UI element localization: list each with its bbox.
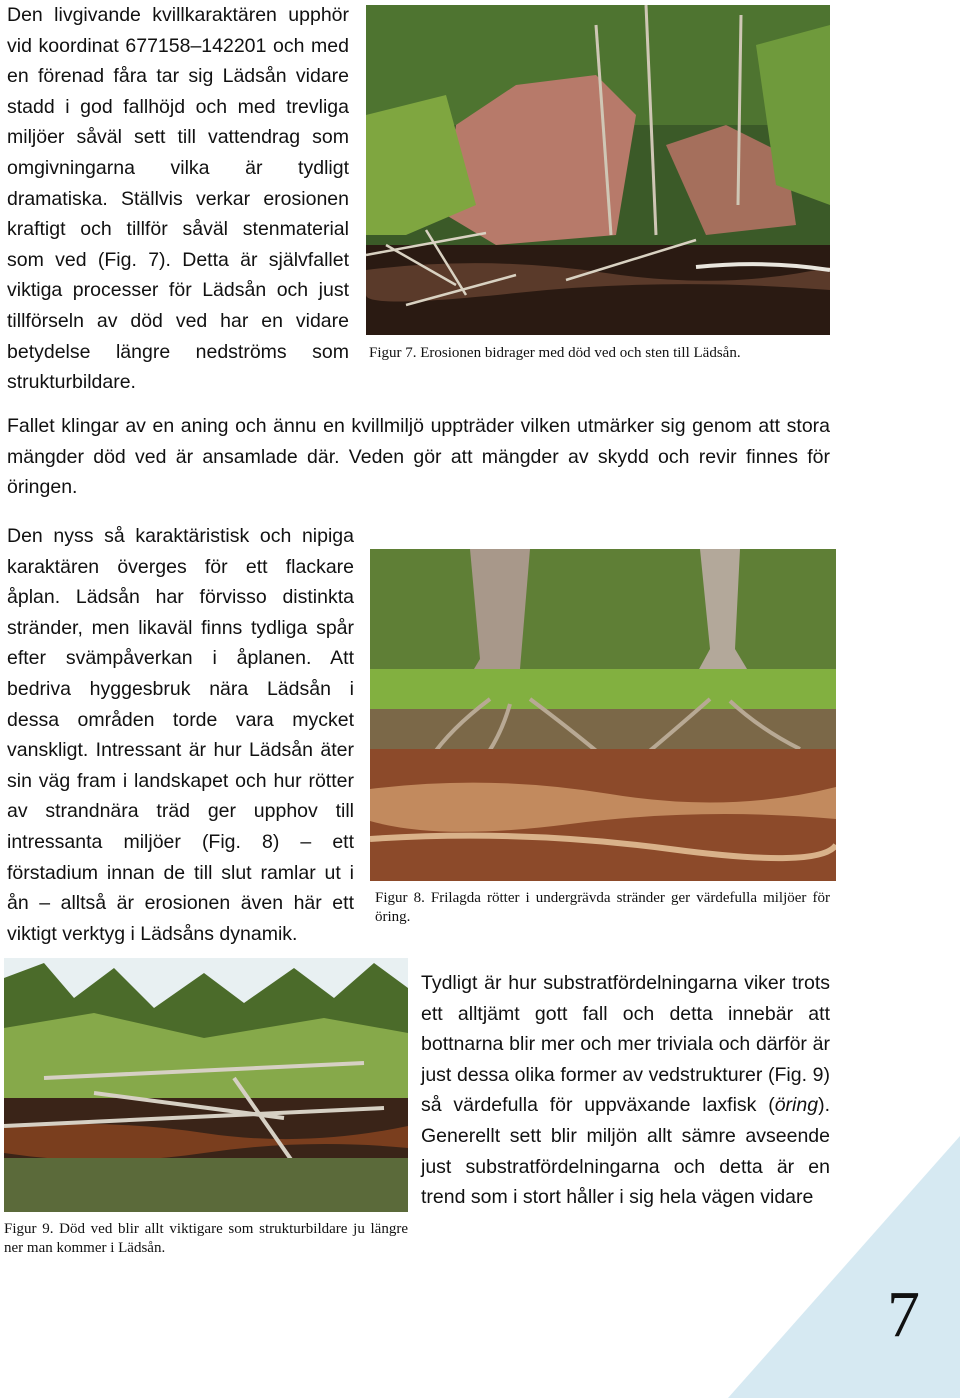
paragraph-substrat-italic: öring (774, 1094, 819, 1117)
paragraph-aplan: Den nyss så karaktäristisk och nipiga karaktären överges för ett flackare åplan. Lädsån har förvisso distinkta stränder, men likaväl finns tydliga spår efter svämpåverkan i åplanen. Att bedriva hyggesbruk nära Lädsån i dessa områden torde vara mycket vanskligt. Intressant är hur Lädsån äter sin väg fram i landskapet och hur rötter av strandnära träd ger upphov till intressanta miljöer (Fig. 8) – ett förstadium innan de till slut ramlar ut i ån – alltså är erosionen även här ett viktigt verktyg i Lädsåns dynamik. (7, 525, 354, 945)
paragraph-erosion: Den livgivande kvillkaraktären upphör vid koordinat 677158–142201 och med en förenad fåra tar sig Lädsån vidare stadd i god fallhöjd och med trevliga miljöer såväl sett till vattendrag som omgivningarna vilka är tydligt dramatiska. Ställvis verkar erosionen kraftigt och tillför såväl stenmaterial som ved (Fig. 7). Detta är självfallet viktiga processer för Lädsån och just tillförseln av död ved har en vidare betydelse längre nedströms som strukturbildare. (7, 4, 349, 394)
paragraph-substrat-part-1: Tydligt är hur substratfördelningarna viker trots ett alltjämt gott fall och detta innebär att bottnarna blir mer och mer triviala och därför är just dessa olika former av vedstrukturer (Fig. 9) så värdefulla för uppväxande laxfisk ( (421, 972, 830, 1117)
figure-8-photo (370, 549, 836, 881)
figure-9-photo (4, 958, 408, 1212)
figure-8-caption: Figur 8. Frilagda rötter i undergrävda stränder ger värdefulla miljöer för öring. (375, 890, 830, 925)
paragraph-kvillmiljo: Fallet klingar av en aning och ännu en kvillmiljö uppträder vilken utmärker sig genom att stora mängder död ved är ansamlade där. Veden gör att mängder av skydd och revir finnes för öringen. (7, 415, 830, 499)
paragraph-substrat-part-2: ). Generellt sett blir miljön allt sämre avseende just substratfördelningarna och detta är en trend som i stort håller i sig hela vägen vidare (421, 1094, 830, 1209)
figure-9-caption: Figur 9. Död ved blir allt viktigare som strukturbildare ju längre ner man kommer i Lädsån. (4, 1221, 408, 1256)
figure-7-caption: Figur 7. Erosionen bidrager med död ved och sten till Lädsån. (369, 345, 741, 361)
figure-7-photo (366, 5, 830, 335)
page-number: 7 (887, 1278, 920, 1351)
corner-triangle (728, 1136, 960, 1398)
